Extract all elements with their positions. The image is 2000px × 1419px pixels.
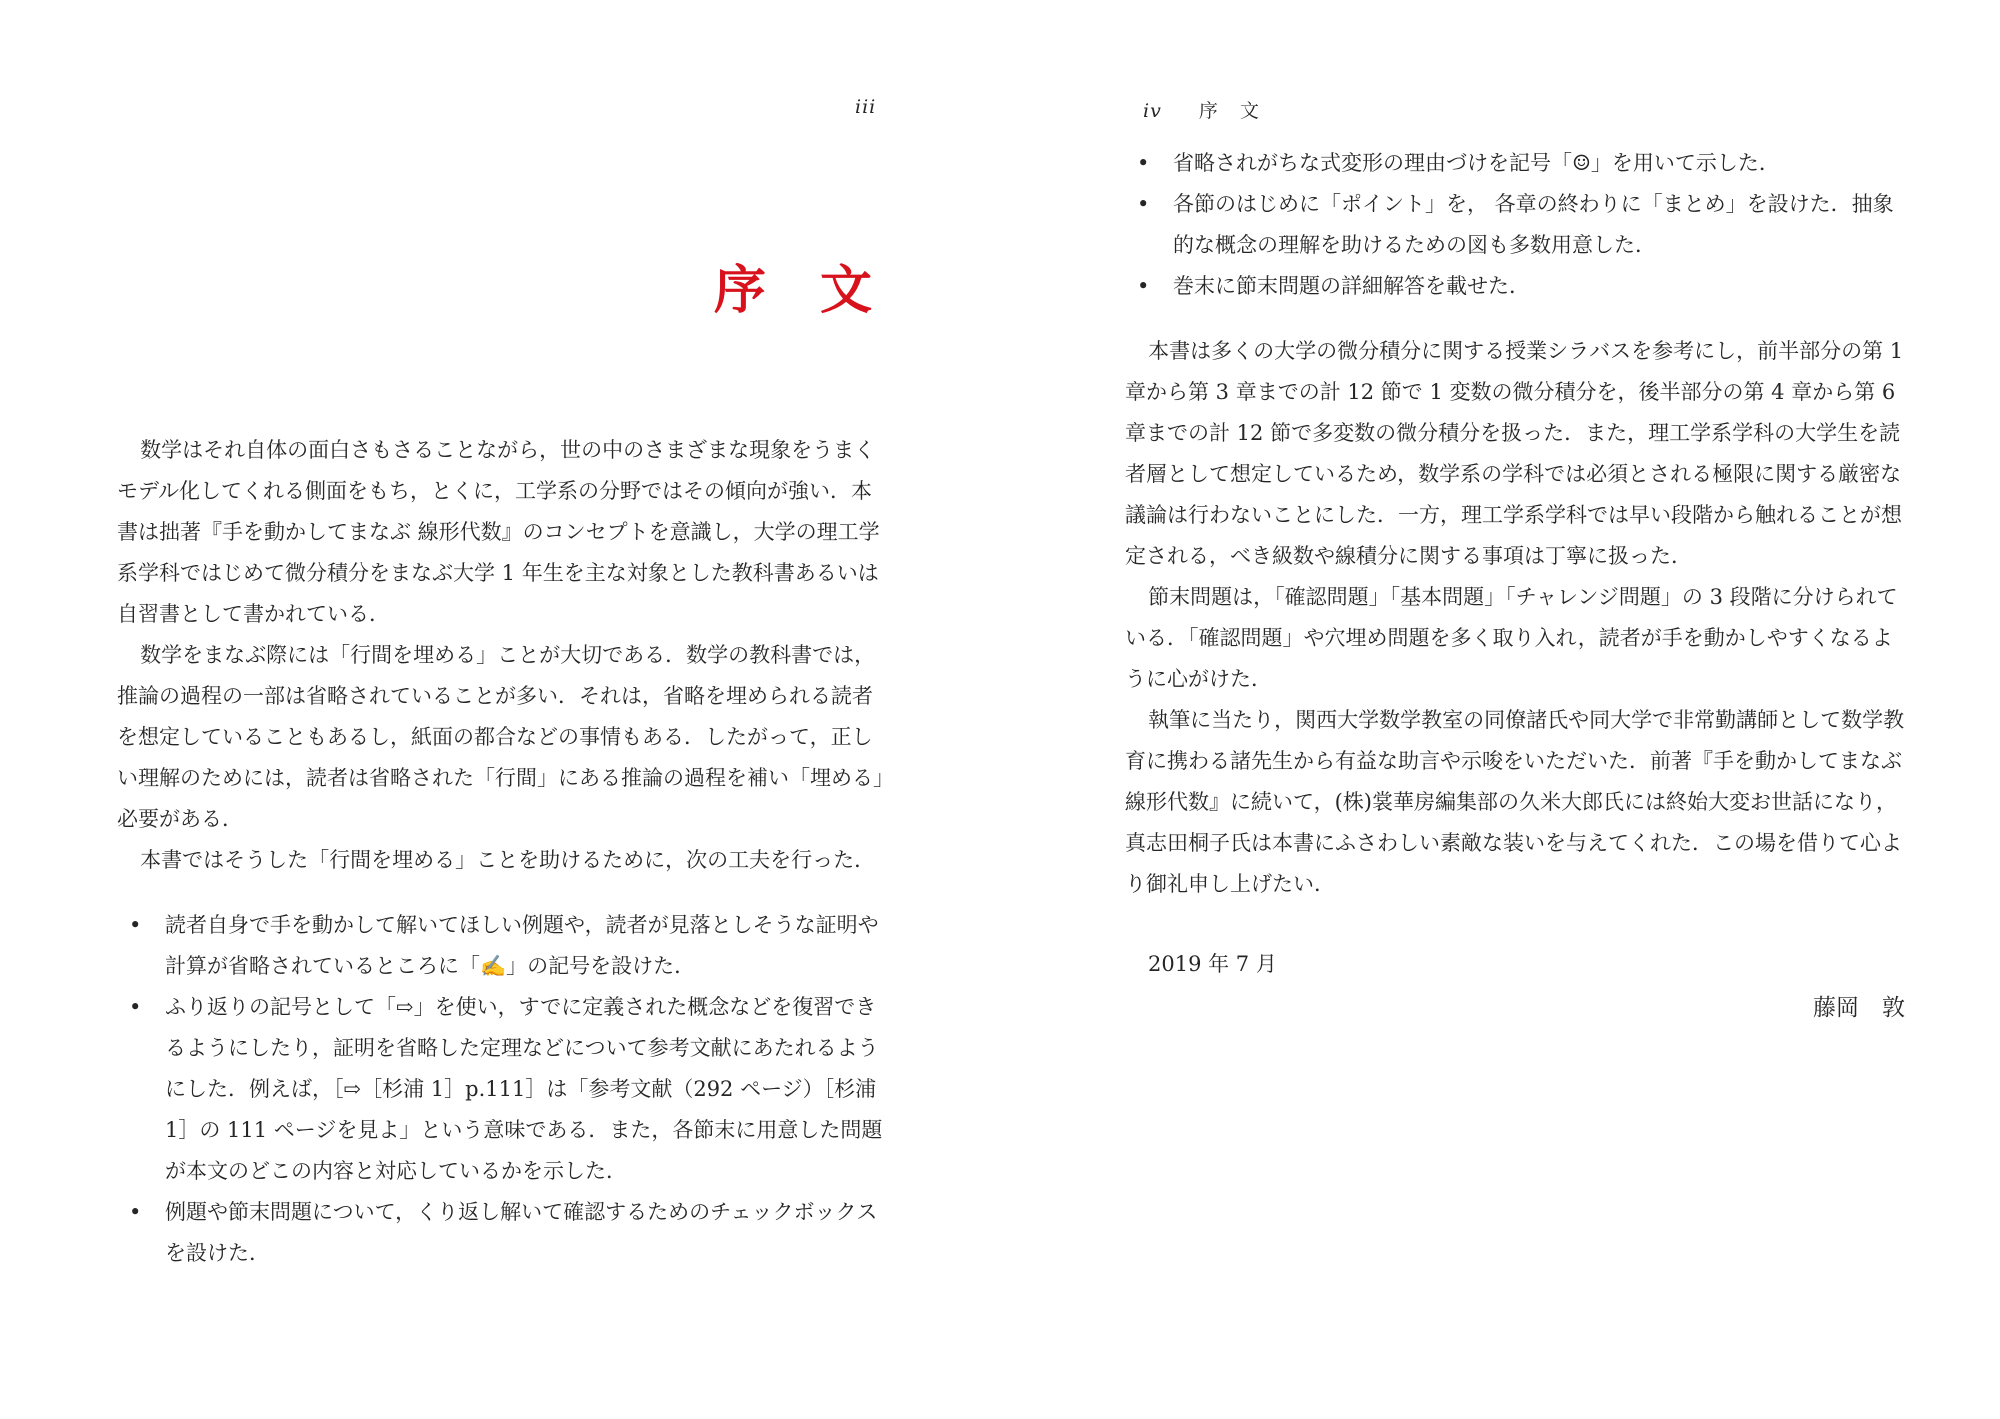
list-item: • ふり返りの記号として「⇨」を使い，すでに定義された概念などを復習できるようにしたり，証明を省略した定理などについて参考文献にあたれるようにした．例えば，［⇨［杉浦 1］p.111］は「参考文献（292 ページ）［杉浦 1］の 111 ページを見よ」という意味である．また，各節末に用意した問題が本文のどこの内容と対応しているかを示した． (129, 987, 892, 1192)
preface-body (117, 430, 892, 881)
list-item: • 巻末に節末問題の詳細解答を載せた． (1137, 266, 1905, 307)
running-head-title: 序 文 (1198, 100, 1267, 122)
paragraph: 節末問題は，「確認問題」「基本問題」「チャレンジ問題」の 3 段階に分けられている．「確認問題」や穴埋め問題を多く取り入れ，読者が手を動かしやすくなるように心がけた． (1125, 585, 1898, 691)
preface-body-continued (1125, 331, 1905, 905)
author-name: 藤岡 敦 (1813, 995, 1905, 1021)
list-item: • 例題や節末問題について，くり返し解いて確認するためのチェックボックスを設けた． (129, 1192, 892, 1274)
feature-list-continued (1125, 143, 1905, 307)
bullet-icon: • (1137, 151, 1150, 175)
bullet-icon: • (1137, 274, 1150, 298)
feature-list (117, 905, 892, 1274)
bullet-icon: • (129, 913, 142, 937)
bullet-icon: • (129, 995, 142, 1019)
bullet-icon: • (129, 1200, 142, 1224)
paragraph: 執筆に当たり，関西大学数学教室の同僚諸氏や同大学で非常勤講師として数学教育に携わる諸先生から有益な助言や示唆をいただいた．前著『手を動かしてまなぶ 線形代数』に続いて，(株)裳華房編集部の久米大郎氏には終始大変お世話になり，真志田桐子氏は本書にふさわしい素敵な装いを与えてくれた．この場を借りて心より御礼申し上げたい． (1125, 708, 1905, 896)
paragraph: 数学をまなぶ際には「行間を埋める」ことが大切である．数学の教科書では，推論の過程の一部は省略されていることが多い．それは，省略を埋められる読者を想定していることもあるし，紙面の都合などの事情もある．したがって，正しい理解のためには，読者は省略された「行間」にある推論の過程を補い「埋める」必要がある． (117, 643, 884, 831)
paragraph: 数学はそれ自体の面白さもさることながら，世の中のさまざまな現象をうまくモデル化してくれる側面をもち，とくに，工学系の分野ではその傾向が強い．本書は拙著『手を動かしてまなぶ 線形代数』のコンセプトを意識し，大学の理工学系学科ではじめて微分積分をまなぶ大学 1 年生を主な対象とした教科書あるいは自習書として書かれている． (117, 438, 880, 626)
page-number: iii (855, 96, 877, 118)
paragraph: 本書ではそうした「行間を埋める」ことを助けるために，次の工夫を行った． (140, 848, 876, 872)
running-header (1143, 96, 1267, 123)
preface-date: 2019 年 7 月 (1148, 952, 1277, 976)
list-item: • 各節のはじめに「ポイント」を， 各章の終わりに「まとめ」を設けた．抽象的な概念の理解を助けるための図も多数用意した． (1137, 184, 1905, 266)
chapter-title: 序 文 (713, 261, 890, 321)
list-item: • 省略されがちな式変形の理由づけを記号「☺」を用いて示した． (1137, 143, 1905, 184)
right-page (1000, 0, 2000, 1419)
bullet-icon: • (1137, 192, 1150, 216)
list-item: • 読者自身で手を動かして解いてほしい例題や，読者が見落としそうな証明や計算が省略されているところに「✍」の記号を設けた． (129, 905, 892, 987)
paragraph: 本書は多くの大学の微分積分に関する授業シラバスを参考にし，前半部分の第 1 章から第 3 章までの計 12 節で 1 変数の微分積分を，後半部分の第 4 章から第 6 章までの計 12 節で多変数の微分積分を扱った．また，理工学系学科の大学生を読者層として想定しているため，数学系の学科では必須とされる極限に関する厳密な議論は行わないことにした．一方，理工学系学科では早い段階から触れることが想定される，べき級数や線積分に関する事項は丁寧に扱った． (1125, 339, 1904, 568)
page-number: iv (1143, 100, 1162, 122)
